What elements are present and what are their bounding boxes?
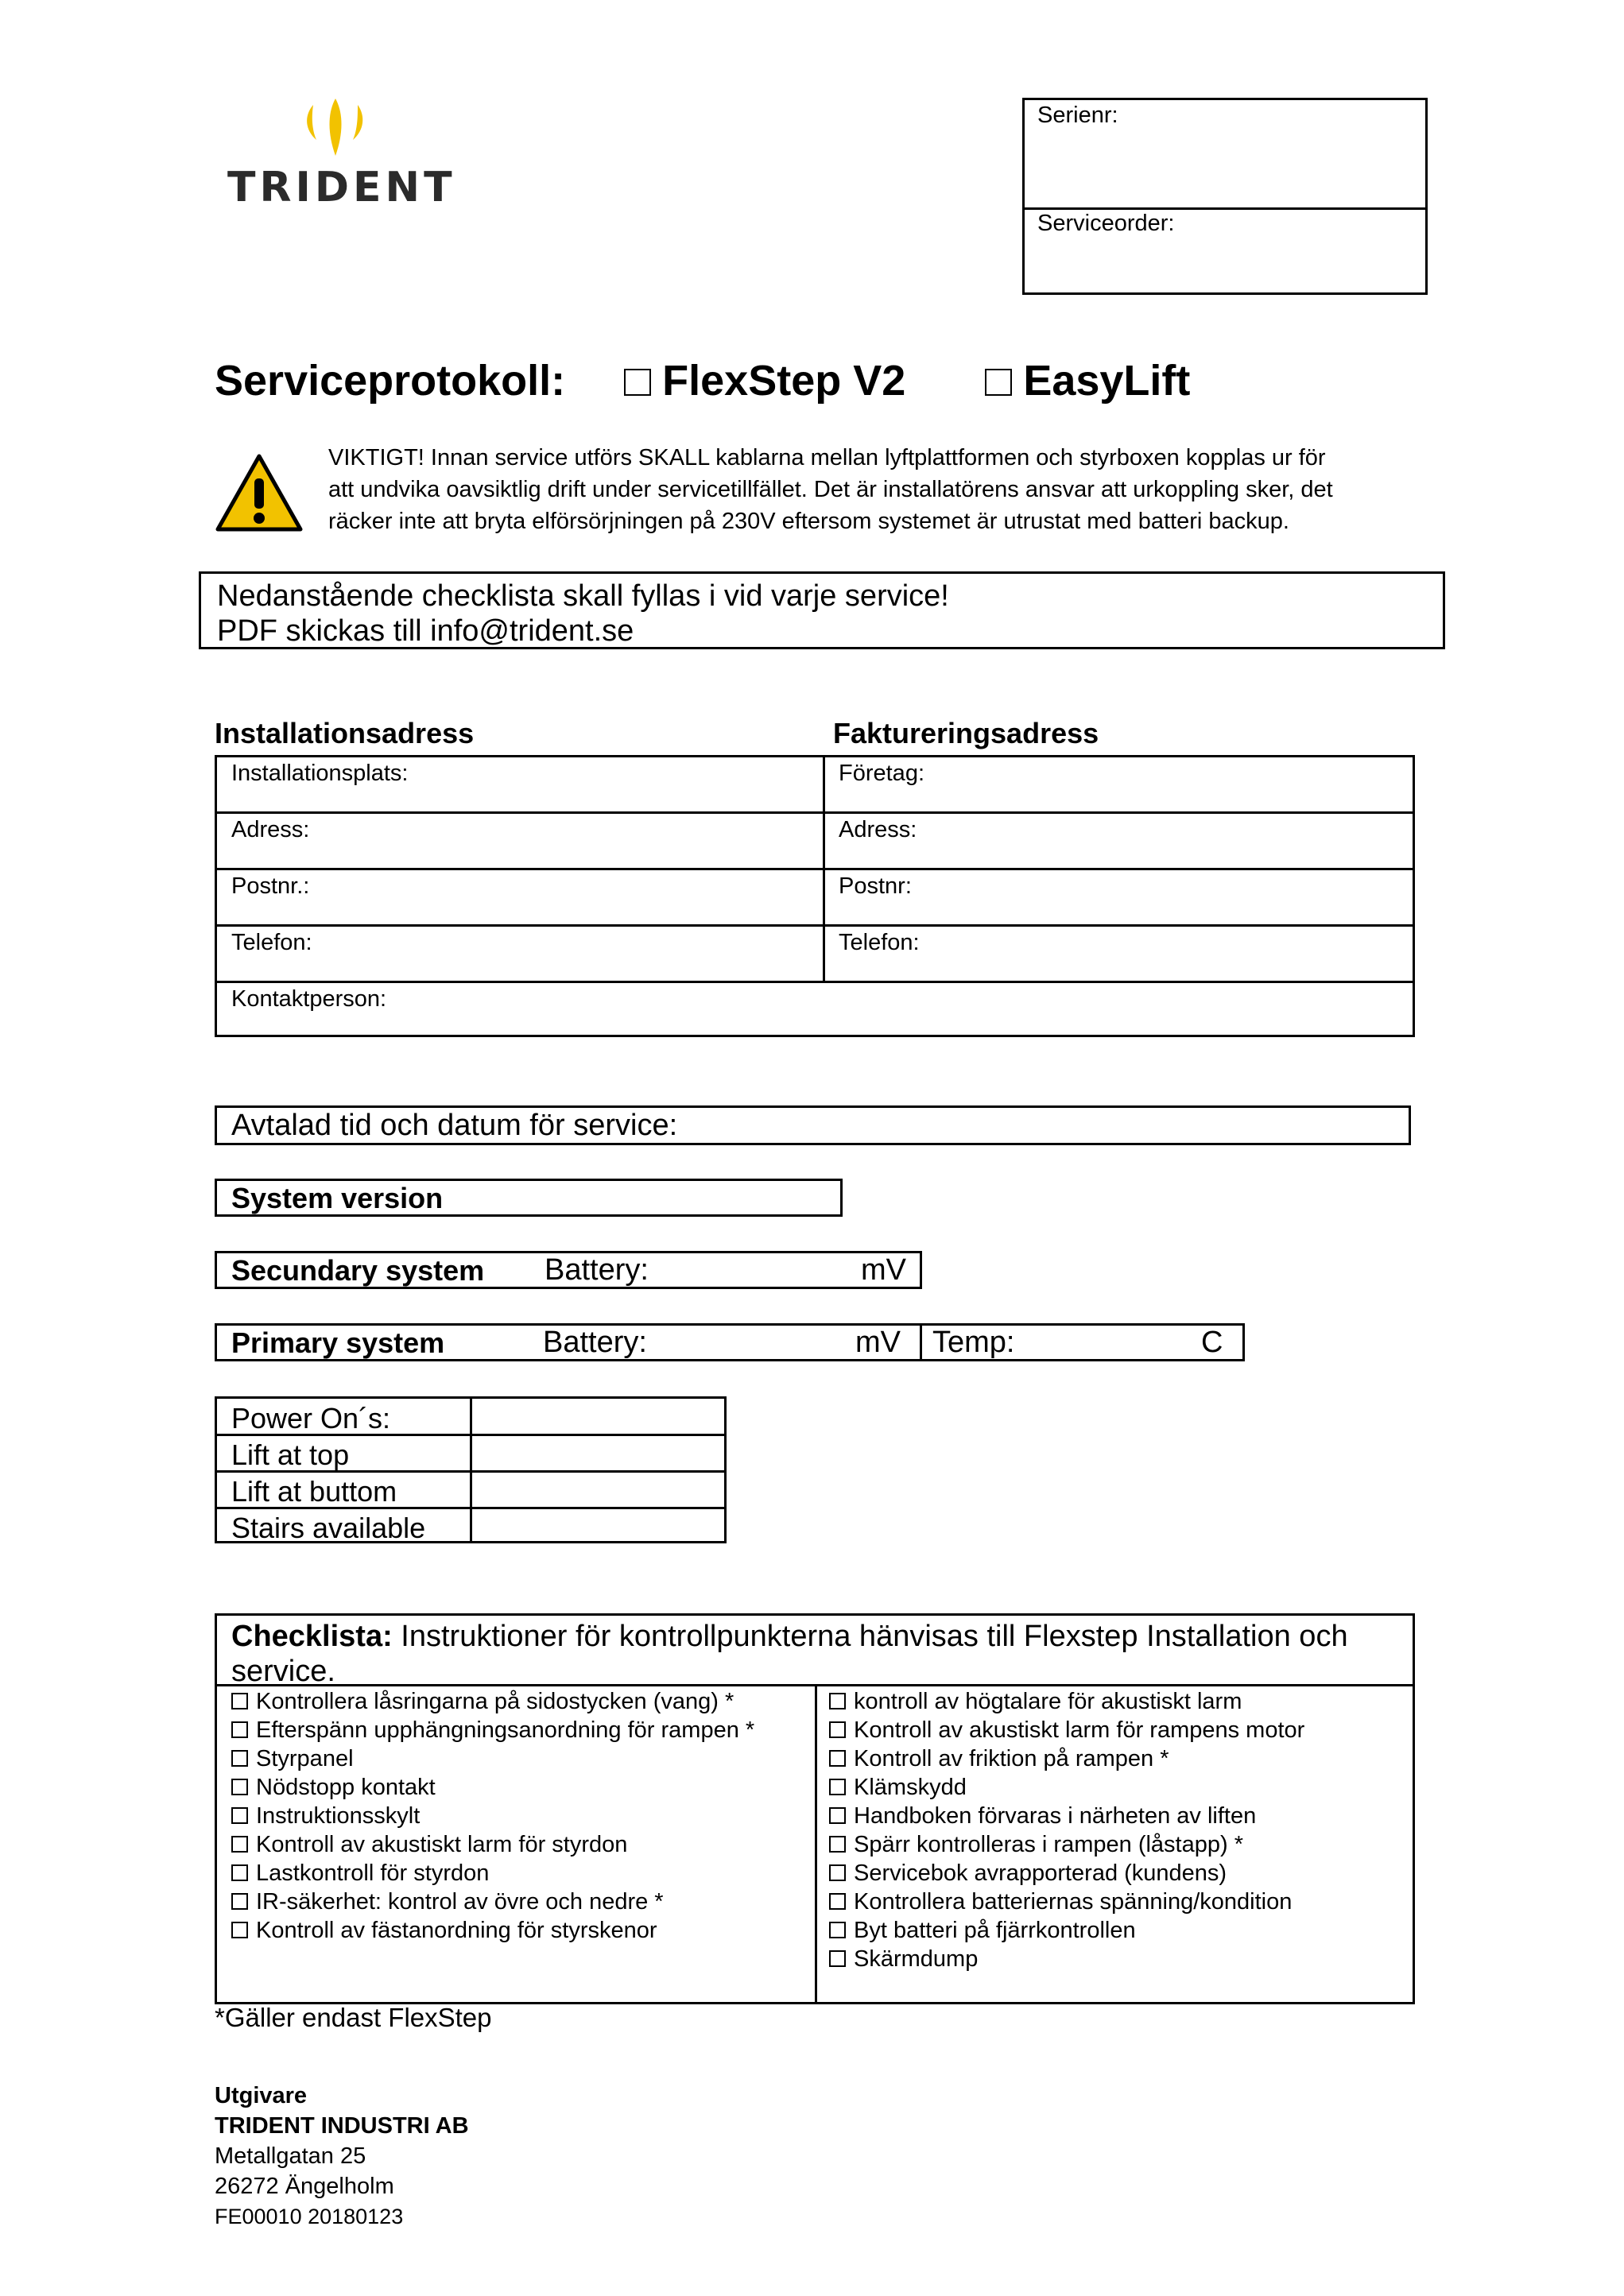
checklist-item-label: Lastkontroll för styrdon [256,1860,490,1886]
primary-system-row [215,1323,1245,1361]
serial-label: Serienr: [1037,103,1118,128]
installation-place-field[interactable]: Installationsplats: [231,761,409,786]
list-item[interactable] [829,1773,1304,1802]
checklist-item-label: Efterspänn upphängningsanordning för rampen * [256,1717,755,1743]
city-address: 26272 Ängelholm [215,2174,394,2199]
secondary-system-label: Secundary system [231,1254,485,1287]
list-item[interactable] [829,1945,1304,1973]
checklist-item-label: Kontrollera låsringarna på sidostycken (vang) * [256,1689,734,1714]
warning-line: räcker inte att bryta elförsörjningen på 230V eftersom systemet är utrustat med batteri backup. [328,509,1289,534]
logo-text: TRIDENT [227,164,456,211]
list-item[interactable] [231,1687,754,1716]
checkbox[interactable] [231,1721,248,1738]
secondary-system-row [215,1251,922,1289]
checkbox[interactable] [231,1807,248,1824]
checkbox[interactable] [829,1750,846,1767]
warning-text [328,442,1441,537]
document-id: FE00010 20180123 [215,2205,404,2228]
primary-temp-unit: C [1201,1326,1223,1359]
list-item[interactable] [829,1916,1304,1945]
list-item[interactable] [829,1888,1304,1916]
checklist-item-label: Servicebok avrapporterad (kundens) [854,1860,1227,1886]
list-item[interactable] [231,1716,754,1744]
counter-label: Lift at top [231,1438,350,1471]
counter-label: Lift at buttom [231,1475,397,1508]
secondary-battery-field[interactable]: Battery: [545,1253,649,1287]
checklist-box [215,1613,1415,2004]
easylift-checkbox[interactable] [985,369,1012,396]
table-row[interactable] [217,1472,724,1508]
checkbox[interactable] [829,1893,846,1910]
checklist-item-label: Styrpanel [256,1746,354,1771]
checkbox[interactable] [829,1693,846,1709]
warning-triangle-icon [215,453,304,536]
checklist-item-label: kontroll av högtalare för akustiskt larm [854,1689,1242,1714]
list-item[interactable] [829,1716,1304,1744]
street-address: Metallgatan 25 [215,2143,366,2169]
serial-box [1022,98,1428,295]
notice-line: PDF skickas till info@trident.se [217,614,634,648]
list-item[interactable] [231,1859,754,1888]
table-row[interactable] [217,1399,724,1435]
checkbox[interactable] [829,1721,846,1738]
installation-address-field[interactable]: Adress: [231,817,310,842]
list-item[interactable] [829,1859,1304,1888]
warning-line: att undvika oavsiktlig drift under servicetillfället. Det är installatörens ansvar att urkoppling sker, det [328,477,1333,502]
service-order-label: Serviceorder: [1037,211,1175,236]
checklist-item-label: Instruktionsskylt [256,1803,421,1829]
checklist-item-label: Kontroll av akustiskt larm för rampens motor [854,1717,1305,1743]
list-item[interactable] [829,1830,1304,1859]
list-item[interactable] [231,1802,754,1830]
checklist-item-label: Kontrollera batteriernas spänning/kondition [854,1889,1293,1915]
checkbox[interactable] [231,1779,248,1795]
list-item[interactable] [231,1916,754,1945]
counter-label: Stairs available [231,1512,426,1544]
checkbox[interactable] [231,1922,248,1938]
checkbox[interactable] [829,1950,846,1967]
warning-line: VIKTIGT! Innan service utförs SKALL kablarna mellan lyftplattformen och styrboxen kopplas ur för [328,445,1326,470]
installation-zip-field[interactable]: Postnr.: [231,873,310,899]
checklist-item-label: Kontroll av akustiskt larm för styrdon [256,1832,628,1857]
list-item[interactable] [829,1687,1304,1716]
notice-box [199,571,1445,649]
checkbox[interactable] [829,1922,846,1938]
checklist-item-label: Spärr kontrolleras i rampen (låstapp) * [854,1832,1243,1857]
checklist-subtitle: Instruktioner för kontrollpunkterna hänvisas till Flexstep Installation och service. [231,1620,1348,1688]
list-item[interactable] [829,1744,1304,1773]
billing-zip-field[interactable]: Postnr: [839,873,912,899]
checkbox[interactable] [231,1750,248,1767]
secondary-battery-unit: mV [861,1253,906,1287]
billing-company-field[interactable]: Företag: [839,761,924,786]
checkbox[interactable] [231,1693,248,1709]
page-title [215,356,1190,405]
checklist-item-label: Kontroll av fästanordning för styrskenor [256,1918,657,1943]
footer [215,2081,469,2232]
checklist-item-label: Kontroll av friktion på rampen * [854,1746,1169,1771]
footnote: *Gäller endast FlexStep [215,2003,492,2032]
table-row[interactable] [217,1508,724,1545]
installation-phone-field[interactable]: Telefon: [231,930,312,955]
table-row[interactable] [217,1435,724,1472]
checkbox[interactable] [829,1807,846,1824]
system-version-label: System version [231,1182,444,1214]
checklist-item-label: Skärmdump [854,1946,979,1972]
trident-logo-icon [296,99,375,166]
publisher-label: Utgivare [215,2083,308,2108]
counter-table [215,1396,727,1543]
checkbox[interactable] [231,1893,248,1910]
checklist-item-label: Byt batteri på fjärrkontrollen [854,1918,1136,1943]
checkbox[interactable] [829,1836,846,1853]
easylift-label: EasyLift [1023,357,1191,405]
appointment-label: Avtalad tid och datum för service: [231,1109,678,1142]
contact-person-field[interactable]: Kontaktperson: [231,986,387,1012]
checklist-right-column [829,1687,1304,1973]
flexstep-label: FlexStep V2 [662,357,906,405]
list-item[interactable] [231,1744,754,1773]
notice-line: Nedanstående checklista skall fyllas i vid varje service! [217,579,949,613]
counter-label: Power On´s: [231,1402,391,1435]
checklist-item-label: Klämskydd [854,1775,967,1800]
checklist-title: Checklista: [231,1620,393,1653]
title-text: Serviceprotokoll: [215,357,566,405]
checkbox[interactable] [231,1864,248,1881]
system-version-field[interactable] [215,1179,843,1217]
checklist-left-column [231,1687,754,1945]
primary-system-label: Primary system [231,1326,445,1359]
address-table [215,755,1415,1037]
billing-address-field[interactable]: Adress: [839,817,917,842]
company-name: TRIDENT INDUSTRI AB [215,2113,469,2139]
flexstep-checkbox[interactable] [624,369,651,396]
installation-title: Installationsadress [215,717,475,749]
list-item[interactable] [231,1830,754,1859]
primary-battery-unit: mV [855,1326,901,1359]
checklist-item-label: Nödstopp kontakt [256,1775,436,1800]
list-item[interactable] [829,1802,1304,1830]
checkbox[interactable] [231,1836,248,1853]
checklist-item-label: Handboken förvaras i närheten av liften [854,1803,1257,1829]
billing-phone-field[interactable]: Telefon: [839,930,920,955]
appointment-field[interactable] [215,1105,1411,1145]
list-item[interactable] [231,1773,754,1802]
checklist-item-label: IR-säkerhet: kontrol av övre och nedre * [256,1889,664,1915]
list-item[interactable] [231,1888,754,1916]
primary-battery-field[interactable]: Battery: [543,1326,647,1359]
checklist-heading [231,1619,1400,1689]
checkbox[interactable] [829,1779,846,1795]
billing-title: Faktureringsadress [833,717,1099,749]
primary-temp-field[interactable]: Temp: [932,1326,1015,1359]
checkbox[interactable] [829,1864,846,1881]
